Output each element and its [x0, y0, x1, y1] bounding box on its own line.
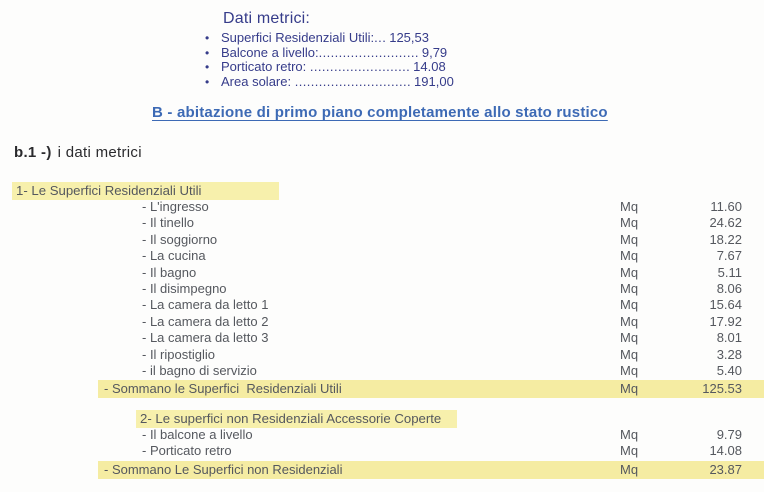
table-residential-surfaces [0, 183, 764, 398]
table-row [0, 199, 764, 215]
bullet-icon: • [205, 60, 210, 75]
unit-label: Mq [620, 362, 639, 378]
row-value: 9.79 [716, 427, 742, 442]
summary-item-value: 191,00 [414, 73, 454, 89]
row-label: - Il balcone a livello [142, 427, 253, 442]
table-row [0, 281, 764, 297]
unit-label: Mq [620, 381, 639, 397]
summary-title: Dati metrici: [223, 10, 311, 27]
table-row [0, 215, 764, 231]
summary-item [205, 46, 454, 61]
subheading [14, 144, 142, 161]
table-row [0, 330, 764, 346]
summary-item-label: Balcone a livello: [221, 44, 319, 60]
summary-item-value: 125,53 [389, 30, 429, 45]
leader-dots: ............................. [294, 73, 412, 89]
table1-rows [0, 199, 764, 379]
row-label: - Porticato retro [142, 443, 232, 459]
unit-label: Mq [620, 215, 639, 231]
row-label: - Il ripostiglio [142, 346, 215, 362]
unit-label: Mq [620, 297, 639, 313]
summary-list [205, 31, 454, 89]
row-label: - Il disimpegno [142, 280, 227, 296]
unit-label: Mq [620, 313, 639, 329]
unit-label: Mq [620, 443, 639, 459]
row-value: 8.06 [716, 280, 742, 296]
summary-item [205, 75, 454, 90]
row-label: - La cucina [142, 248, 206, 264]
table1-total-row [0, 380, 764, 398]
row-label: - Il soggiorno [142, 231, 218, 247]
table2-total-row [0, 461, 764, 479]
leader-dots: ......................... [309, 59, 411, 75]
unit-label: Mq [620, 427, 639, 442]
table-row [0, 265, 764, 281]
row-label: - La camera da letto 1 [142, 297, 269, 313]
leader-dots: ... [374, 30, 387, 45]
table-row [0, 314, 764, 330]
summary-item-label: Area solare: [221, 73, 295, 89]
unit-label: Mq [620, 248, 639, 264]
unit-label: Mq [620, 264, 639, 280]
summary-item-label: Superfici Residenziali Utili: [221, 30, 375, 45]
unit-label: Mq [620, 330, 639, 346]
table2-title-row [0, 411, 764, 427]
row-value: 14.08 [709, 443, 742, 459]
table-row [0, 363, 764, 379]
summary-item-value: 14.08 [413, 59, 446, 75]
row-label: - La camera da letto 2 [142, 313, 269, 329]
total-value: 125.53 [702, 381, 742, 397]
metric-summary-block [205, 10, 454, 89]
section-b-heading: B - abitazione di primo piano completamente allo stato rustico [152, 104, 608, 121]
table1-title-row [0, 183, 764, 199]
row-value: 18.22 [709, 231, 742, 247]
table-row [0, 232, 764, 248]
table-row [0, 347, 764, 363]
unit-label: Mq [620, 461, 639, 477]
row-value: 5.11 [717, 264, 742, 280]
row-value: 5.40 [716, 362, 742, 378]
row-value: 17.92 [709, 313, 742, 329]
unit-label: Mq [620, 346, 639, 362]
subheading-text: i dati metrici [57, 144, 142, 161]
table2-title: 2- Le superfici non Residenziali Accessorie Coperte [136, 410, 457, 428]
table-row [0, 297, 764, 313]
table1-title: 1- Le Superfici Residenziali Utili [12, 182, 279, 200]
row-value: 24.62 [709, 215, 742, 231]
table-row [0, 443, 764, 459]
table-row [0, 427, 764, 443]
row-value: 15.64 [709, 297, 742, 313]
row-value: 11.60 [710, 199, 742, 214]
row-label: - Il bagno [142, 264, 197, 280]
row-label: - L'ingresso [142, 199, 209, 214]
row-label: - La camera da letto 3 [142, 330, 269, 346]
unit-label: Mq [620, 231, 639, 247]
summary-item-value: 9,79 [421, 44, 448, 60]
table2-rows [0, 427, 764, 460]
row-value: 7.67 [716, 248, 742, 264]
summary-item [205, 60, 454, 75]
summary-item-label: Porticato retro: [221, 59, 310, 75]
bullet-icon: • [205, 31, 210, 45]
total-label: - Sommano Le Superfici non Residenziali [104, 461, 343, 477]
subheading-prefix: b.1 -) [14, 144, 52, 161]
row-value: 3.28 [716, 346, 742, 362]
table-non-residential-surfaces [0, 411, 764, 479]
unit-label: Mq [620, 199, 639, 214]
summary-item [205, 31, 454, 46]
row-label: - Il tinello [142, 215, 195, 231]
table-row [0, 248, 764, 264]
unit-label: Mq [620, 280, 639, 296]
leader-dots: ......................... [318, 44, 419, 60]
total-value: 23.87 [709, 461, 742, 477]
bullet-icon: • [205, 74, 210, 89]
row-value: 8.01 [716, 330, 742, 346]
row-label: - il bagno di servizio [142, 362, 257, 378]
total-label: - Sommano le Superfici Residenziali Utili [104, 381, 342, 397]
bullet-icon: • [205, 45, 210, 60]
